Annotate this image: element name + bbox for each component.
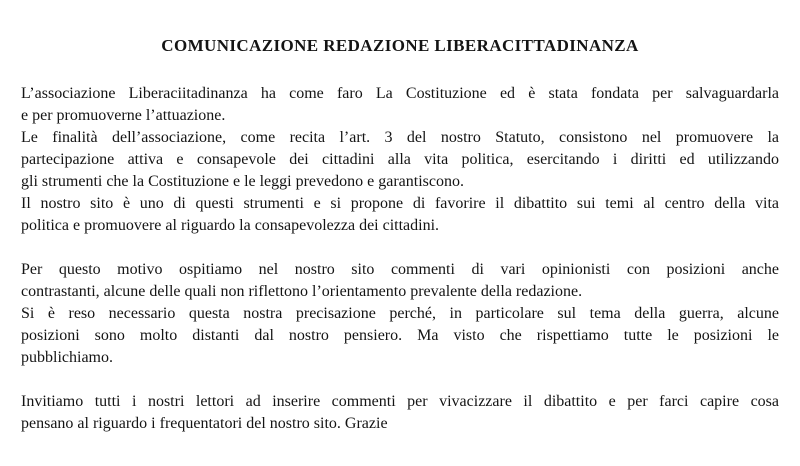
paragraph-precisazione <box>21 303 779 369</box>
paragraph-invito <box>21 391 779 435</box>
text-line: contrastanti, alcune delle quali non riflettono l’orientamento prevalente della redazione. <box>21 283 583 300</box>
text-line: partecipazione attiva e consapevole dei cittadini alla vita politica, esercitando i diritti ed utilizzando <box>21 151 779 168</box>
text-line: e per promuoverne l’attuazione. <box>21 107 226 124</box>
document-body <box>0 83 800 435</box>
text-line: posizioni sono molto distanti dal nostro pensiero. Ma visto che rispettiamo tutte le posizioni le <box>21 327 779 344</box>
page-title: COMUNICAZIONE REDAZIONE LIBERACITTADINANZA <box>161 36 639 55</box>
text-line: Invitiamo tutti i nostri lettori ad inserire commenti per vivacizzare il dibattito e per farci capire cosa <box>21 393 779 410</box>
text-line: Il nostro sito è uno di questi strumenti e si propone di favorire il dibattito sui temi al centro della vita <box>21 195 779 212</box>
text-line: gli strumenti che la Costituzione e le leggi prevedono e garantiscono. <box>21 173 464 190</box>
text-line: Le finalità dell’associazione, come recita l’art. 3 del nostro Statuto, consistono nel promuovere la <box>21 129 779 146</box>
paragraph-finalita <box>21 127 779 193</box>
document-page <box>0 35 800 466</box>
text-line: pensano al riguardo i frequentatori del nostro sito. Grazie <box>21 415 388 432</box>
text-line: L’associazione Liberaciitadinanza ha come faro La Costituzione ed è stata fondata per salvaguardarla <box>21 85 779 102</box>
text-line: pubblichiamo. <box>21 349 113 366</box>
text-line: Si è reso necessario questa nostra precisazione perché, in particolare sul tema della guerra, alcune <box>21 305 779 322</box>
paragraph-intro <box>21 83 779 127</box>
paragraph-opinionisti <box>21 259 779 303</box>
paragraph-sito <box>21 193 779 237</box>
text-line: politica e promuovere al riguardo la consapevolezza dei cittadini. <box>21 217 440 234</box>
text-line: Per questo motivo ospitiamo nel nostro sito commenti di vari opinionisti con posizioni anche <box>21 261 779 278</box>
